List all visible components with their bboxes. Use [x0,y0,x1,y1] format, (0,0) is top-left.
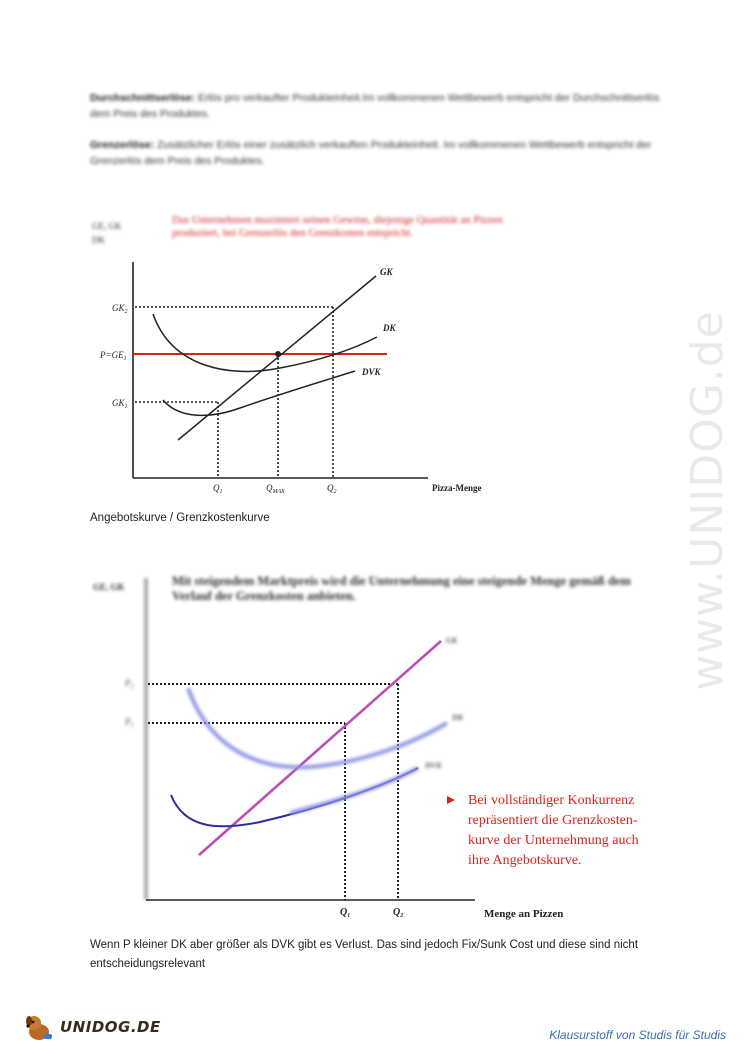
dk-curve-2 [188,688,447,767]
dvk-curve-2-dark [171,768,418,826]
q1-label: $Q_1$ [213,483,223,495]
footer-logo [22,1012,161,1042]
dvk-label: DVK [362,367,381,377]
q2-label: $Q_2$ [327,483,337,495]
q2-label-2: $Q_2$ [393,907,404,919]
x-axis-title-2: Menge an Pizzen [484,908,564,920]
definition-grenzerloese [90,137,660,169]
gk1-label: $GK_1$ [112,398,128,410]
dvk-label-2: DVK [425,761,442,770]
gk-label: GK [380,267,393,277]
price-ge-label: $P=GE_1$ [100,350,127,362]
p1-label: $P_1$ [125,717,134,729]
term-label: Grenzerlöse: [90,139,155,151]
figure1-bullet: Das Unternehmen maximiert seinen Gewinn, diejenige Quantität an Pizzen produziert, bei Grenzerlös den Grenzkosten entspricht. [172,214,503,239]
bullet-arrow-icon [447,796,455,804]
guide-lines [135,307,333,478]
figure2-blurred-header [93,574,672,614]
p2-label: $P_2$ [125,678,134,690]
gk-curve-2 [199,641,441,855]
caption-angebotskurve: Angebotskurve / Grenzkostenkurve [90,512,270,524]
watermark: www.UNIDOG.de [681,309,733,691]
dvk-curve-2-light [290,768,418,813]
x-axis-title: Pizza-Menge [432,483,482,493]
definition-durchschnittserloese [90,90,660,122]
guide-lines-2 [148,684,398,900]
gk2-label: $GK_2$ [112,303,128,315]
y-axis-title: GE, GK [93,582,125,592]
figure1-blurred-header [92,214,507,264]
gk-label-2: GK [446,636,458,645]
dvk-curve [163,371,355,415]
note-verlust: Wenn P kleiner DK aber größer als DVK gibt es Verlust. Das sind jedoch Fix/Sunk Cost und diese sind nicht entscheidungsrelevant [90,939,639,970]
red-note-line-1: Bei vollständiger Konkurrenz [468,793,635,808]
dog-icon [22,1012,56,1042]
dk-curve [153,314,377,371]
term-label: Durchschnittserlöse: [90,92,196,104]
optimum-point [275,351,281,357]
dk-label: DK [383,323,396,333]
definition-text: Zusätzlicher Erlös einer zusätzlich verkauften Produkteinheit. Im vollkommenen Wettbewerb entspricht der Grenzerlös dem Preis des Produktes. [90,139,652,167]
q1-label-2: $Q_1$ [340,907,351,919]
footer-tagline: Klausurstoff von Studis für Studis [549,1028,726,1042]
red-note-line-3: kurve der Unternehmung auch [468,833,639,848]
y-axis-title-2: DK [92,235,105,245]
red-note-line-4: ihre Angebotskurve. [468,853,582,868]
dk-label-2: DK [452,713,464,722]
figure2-bullet: Mit steigendem Marktpreis wird die Unternehmung eine steigende Menge gemäß dem Verlauf der Grenzkosten anbieten. [172,574,631,603]
red-note-line-2: repräsentiert die Grenzkosten- [468,813,638,828]
qmax-label: $Q_{MAX}$ [266,483,285,495]
logo-text: UNIDOG.DE [60,1018,161,1036]
definition-text: Erlös pro verkaufter Produkteinheit.Im vollkommenen Wettbewerb entspricht der Durchschnittserlös dem Preis des Produktes. [90,92,660,120]
gk-curve [178,276,376,440]
y-axis-title: GE, GK [92,221,122,231]
